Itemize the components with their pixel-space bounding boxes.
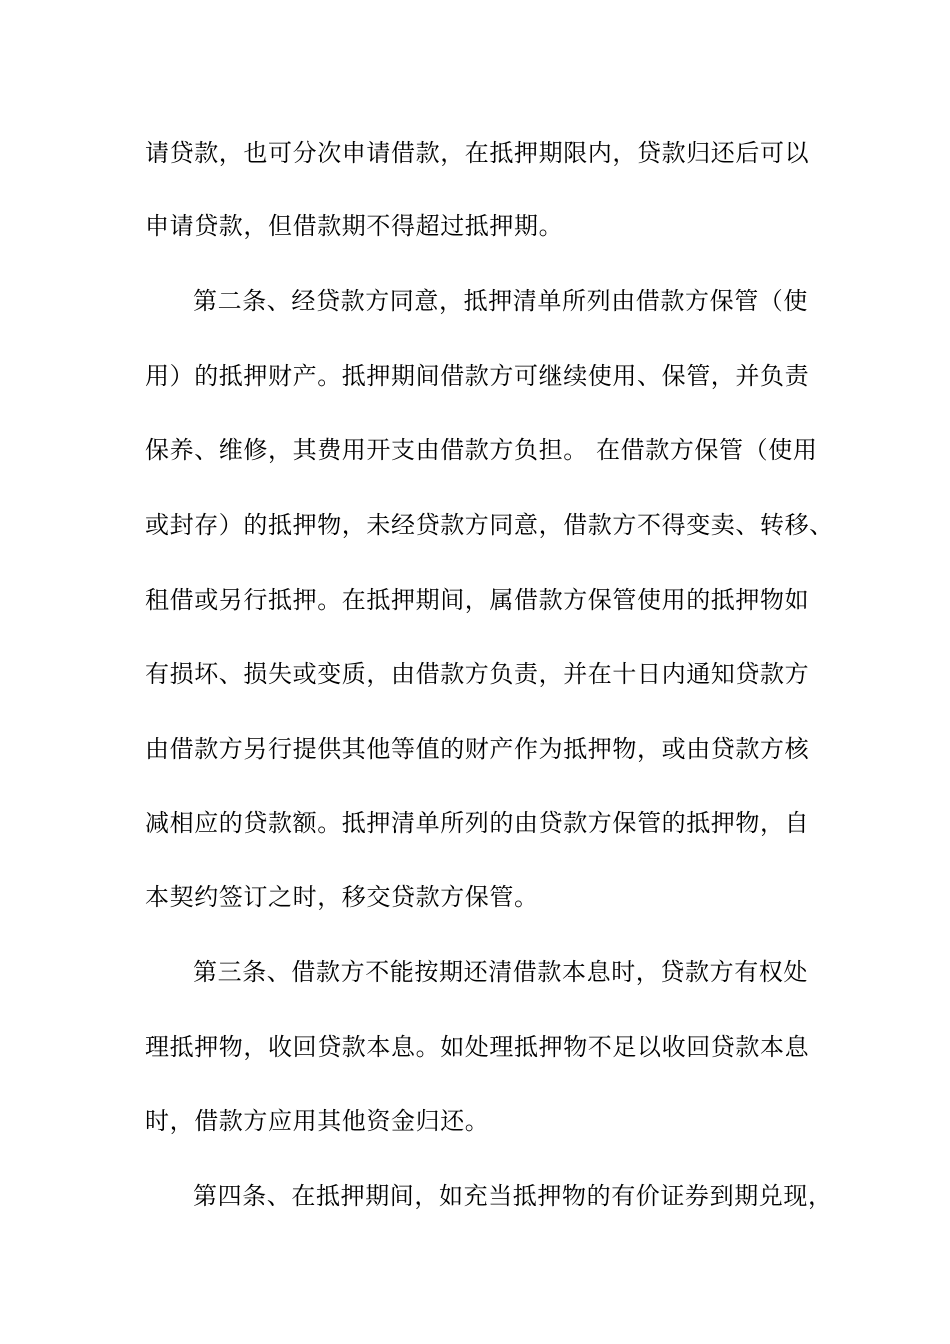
text-line: 或封存）的抵押物，未经贷款方同意，借款方不得变卖、转移、	[145, 511, 834, 539]
text-line: 由借款方另行提供其他等值的财产作为抵押物，或由贷款方核	[145, 735, 810, 763]
text-line: 用）的抵押财产。抵押期间借款方可继续使用、保管，并负责	[145, 362, 810, 390]
text-line: 保养、维修，其费用开支由借款方负担。 在借款方保管（使用	[145, 436, 818, 464]
text-line: 理抵押物，收回贷款本息。如处理抵押物不足以收回贷款本息	[145, 1033, 810, 1061]
text-line: 有损坏、损失或变质，由借款方负责，并在十日内通知贷款方	[145, 660, 810, 688]
paragraph-start-line: 第四条、在抵押期间，如充当抵押物的有价证券到期兑现，	[193, 1182, 833, 1210]
paragraph-start-line: 第二条、经贷款方同意，抵押清单所列由借款方保管（使	[193, 287, 808, 315]
text-line: 时，借款方应用其他资金归还。	[145, 1107, 490, 1135]
text-line: 租借或另行抵押。在抵押期间，属借款方保管使用的抵押物如	[145, 586, 810, 614]
text-line: 请贷款，也可分次申请借款，在抵押期限内，贷款归还后可以	[145, 139, 810, 167]
text-line: 申请贷款，但借款期不得超过抵押期。	[145, 212, 564, 240]
text-line: 减相应的贷款额。抵押清单所列的由贷款方保管的抵押物，自	[145, 809, 810, 837]
paragraph-start-line: 第三条、借款方不能按期还清借款本息时，贷款方有权处	[193, 958, 808, 986]
text-line: 本契约签订之时，移交贷款方保管。	[145, 883, 539, 911]
